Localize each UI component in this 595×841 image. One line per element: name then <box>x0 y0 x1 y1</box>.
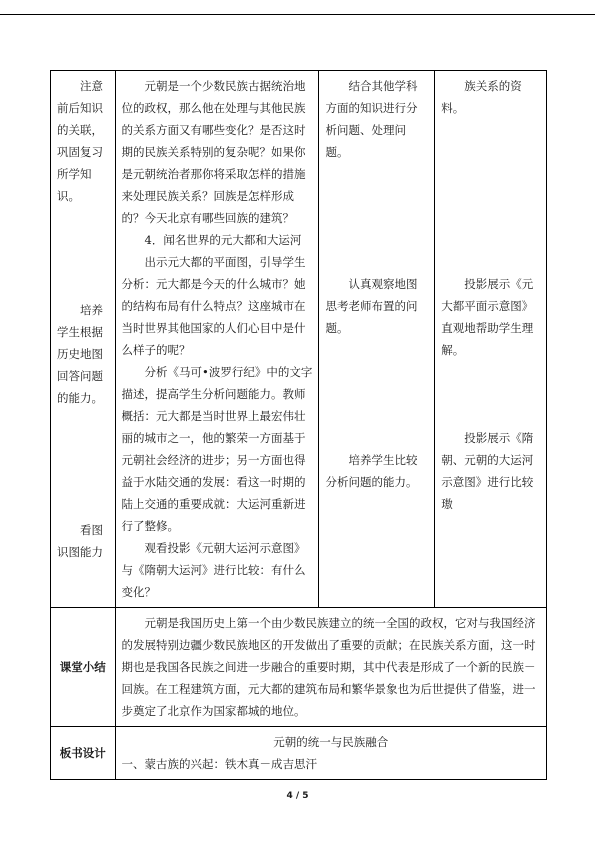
teacher-paragraph-1: 元朝是一个少数民族古据统治地位的政权，那么他在处理与其他民族的关系方面又有哪些变化？是否这时期的民族关系特别的复杂呢？如果你是元朝统治者那你将采取怎样的措施来处理民族关系？回族是怎样形成的？今天北京有哪些回族的建筑？ <box>121 79 306 225</box>
teacher-section-heading: 4．闻名世界的元大都和大运河 <box>144 233 302 247</box>
board-design-row <box>51 727 547 780</box>
intent-note-2: 投影展示《元大都平面示意图》直观地帮助学生理解。 <box>441 277 534 357</box>
teacher-paragraph-4: 分析《马可•波罗行纪》中的文字描述，提高学生分析问题能力。教师概括：元大都是当时世界上最宏伟壮丽的城市之一，他的繁荣一方面基于元朝社会经济的进步；另一方面也得益于水陆交通的发展：看这一时期的陆上交通的重要成就：大运河重新进行了整修。 <box>121 365 313 533</box>
board-line-1: 一、蒙古族的兴起：铁木真－成吉思汗 <box>121 757 318 771</box>
lesson-plan-table <box>50 70 547 780</box>
spacer <box>57 207 109 299</box>
spacer <box>441 119 540 273</box>
teacher-paragraph-5: 观看投影《元朝大运河示意图》与《隋朝大运河》进行比较：有什么变化？ <box>121 541 306 599</box>
design-intent-cell <box>435 71 547 608</box>
board-label: 板书设计 <box>51 727 116 780</box>
teaching-process-row <box>51 71 547 608</box>
summary-row <box>51 608 547 727</box>
page-number: 4 / 5 <box>286 791 309 801</box>
summary-text: 元朝是我国历史上第一个由少数民族建立的统一全国的政权，它对与我国经济的发展特别边疆少数民族地区的开发做出了重要的贡献；在民族关系方面，这一时期也是我国各民族之间进一步融合的重要时期，其中代表是形成了一个新的民族－回族。在工程建筑方面，元大都的建筑布局和繁华景象也为后世提供了借鉴，进一步奠定了北京作为国家都城的地位。 <box>121 616 536 718</box>
student-note-1: 结合其他学科方面的知识进行分析问题、处理问题。 <box>325 79 418 159</box>
spacer <box>441 361 540 427</box>
intent-note-1: 族关系的资料。 <box>441 79 522 115</box>
student-note-2: 认真观察地图思考老师布置的问题。 <box>325 277 418 335</box>
student-note-3: 培养学生比较分析问题的能力。 <box>325 453 418 489</box>
goal-map-ability: 培养学生根据历史地图回答问题的能力。 <box>57 303 103 405</box>
teaching-goal-cell <box>51 71 116 608</box>
student-activity-cell <box>319 71 435 608</box>
goal-intro: 注意前后知识的关联，巩固复习所学知识。 <box>57 79 103 203</box>
goal-read-map: 看图识图能力 <box>57 523 103 559</box>
intent-note-3: 投影展示《隋朝、元朝的大运河示意图》进行比较璈 <box>441 431 534 511</box>
board-title: 元朝的统一与民族融合 <box>273 735 389 749</box>
header-rule <box>0 14 595 15</box>
spacer <box>57 409 109 519</box>
spacer <box>325 163 428 273</box>
teacher-paragraph-3: 出示元大都的平面图，引导学生分析：元大都是今天的什么城市？她的结构布局有什么特点？这座城市在当时世界其他国家的人们心目中是什么样子的呢？ <box>121 255 306 357</box>
board-content-cell <box>115 727 546 780</box>
teacher-activity-cell <box>115 71 319 608</box>
spacer <box>325 339 428 449</box>
summary-label: 课堂小结 <box>51 608 116 727</box>
summary-text-cell <box>115 608 546 727</box>
